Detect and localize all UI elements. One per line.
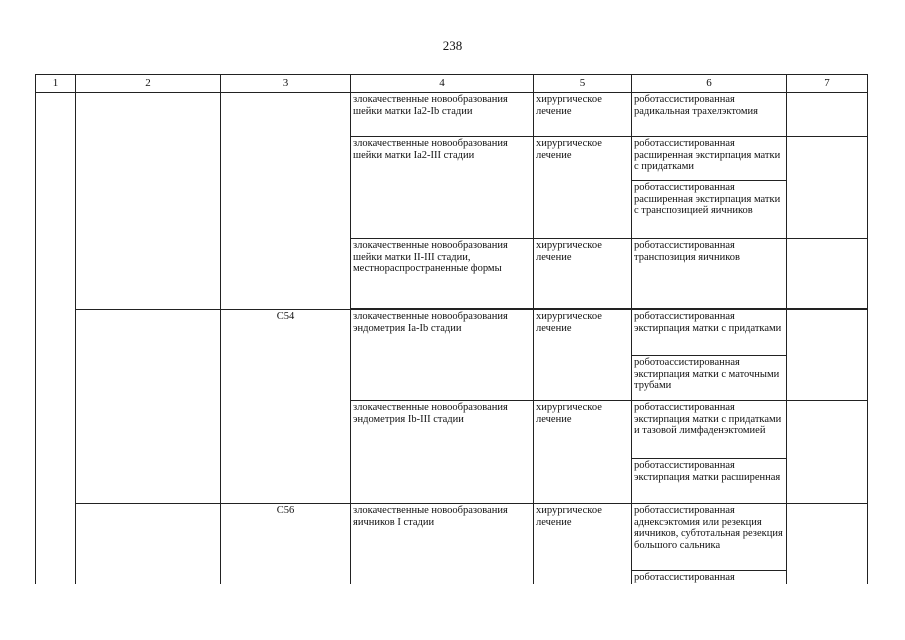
- table-row: [36, 310, 868, 356]
- col7-cell: [787, 401, 868, 504]
- code-cell: [221, 93, 351, 310]
- method-cell: роботассистированная транспозиция яичников: [632, 239, 787, 309]
- treatment-cell: хирургическое лечение: [534, 239, 632, 309]
- method-cell: роботассистированная экстирпация матки с придатками и тазовой лимфаденэктомией: [632, 401, 787, 459]
- code-cell: C56: [221, 504, 351, 584]
- col7-cell: [787, 504, 868, 584]
- col2-cell: [76, 310, 221, 504]
- col-header-7: 7: [787, 75, 868, 93]
- col-header-1: 1: [36, 75, 76, 93]
- col1-cell: [36, 93, 76, 584]
- page-number: 238: [442, 38, 463, 53]
- method-cell: роботассистированная экстирпация матки расширенная: [632, 459, 787, 504]
- method-cell: роботассистированная экстирпация матки с придатками: [632, 310, 787, 356]
- method-cell: роботассистированная расширенная экстирпация матки с транспозицией яичников: [632, 181, 787, 239]
- disease-cell: злокачественные новообразования шейки матки II-III стадии, местнораспространенные формы: [351, 239, 534, 309]
- disease-cell: злокачественные новообразования эндометрия Ia-Ib стадии: [351, 310, 534, 401]
- method-cell: роботассистированная: [632, 571, 787, 584]
- method-cell: роботоассистированная экстирпация матки с маточными трубами: [632, 356, 787, 401]
- method-cell: роботассистированная аднексэктомия или резекция яичников, субтотальная резекция большого сальника: [632, 504, 787, 571]
- col7-cell: [787, 93, 868, 137]
- table-row: [36, 93, 868, 137]
- treatment-cell: хирургическое лечение: [534, 137, 632, 239]
- disease-cell: злокачественные новообразования шейки матки Ia2-Ib стадии: [351, 93, 534, 137]
- header-row: [36, 75, 868, 93]
- disease-cell: злокачественные новообразования шейки матки Ia2-III стадии: [351, 137, 534, 239]
- treatment-table: [35, 74, 868, 584]
- col7-cell: [787, 239, 868, 309]
- col-header-6: 6: [632, 75, 787, 93]
- treatment-cell: хирургическое лечение: [534, 310, 632, 401]
- col-header-2: 2: [76, 75, 221, 93]
- treatment-cell: хирургическое лечение: [534, 401, 632, 504]
- col7-cell: [787, 310, 868, 401]
- col-header-4: 4: [351, 75, 534, 93]
- table-row: [36, 504, 868, 571]
- disease-cell: злокачественные новообразования эндометрия Ib-III стадии: [351, 401, 534, 504]
- treatment-cell: хирургическое лечение: [534, 93, 632, 137]
- col7-cell: [787, 137, 868, 239]
- disease-cell: злокачественные новообразования яичников I стадии: [351, 504, 534, 584]
- method-cell: роботассистированная радикальная трахелэктомия: [632, 93, 787, 137]
- col-header-3: 3: [221, 75, 351, 93]
- treatment-cell: хирургическое лечение: [534, 504, 632, 584]
- col2-cell: [76, 93, 221, 310]
- method-cell: роботассистированная расширенная экстирпация матки с придатками: [632, 137, 787, 181]
- col2-cell: [76, 504, 221, 584]
- col-header-5: 5: [534, 75, 632, 93]
- code-cell: C54: [221, 310, 351, 504]
